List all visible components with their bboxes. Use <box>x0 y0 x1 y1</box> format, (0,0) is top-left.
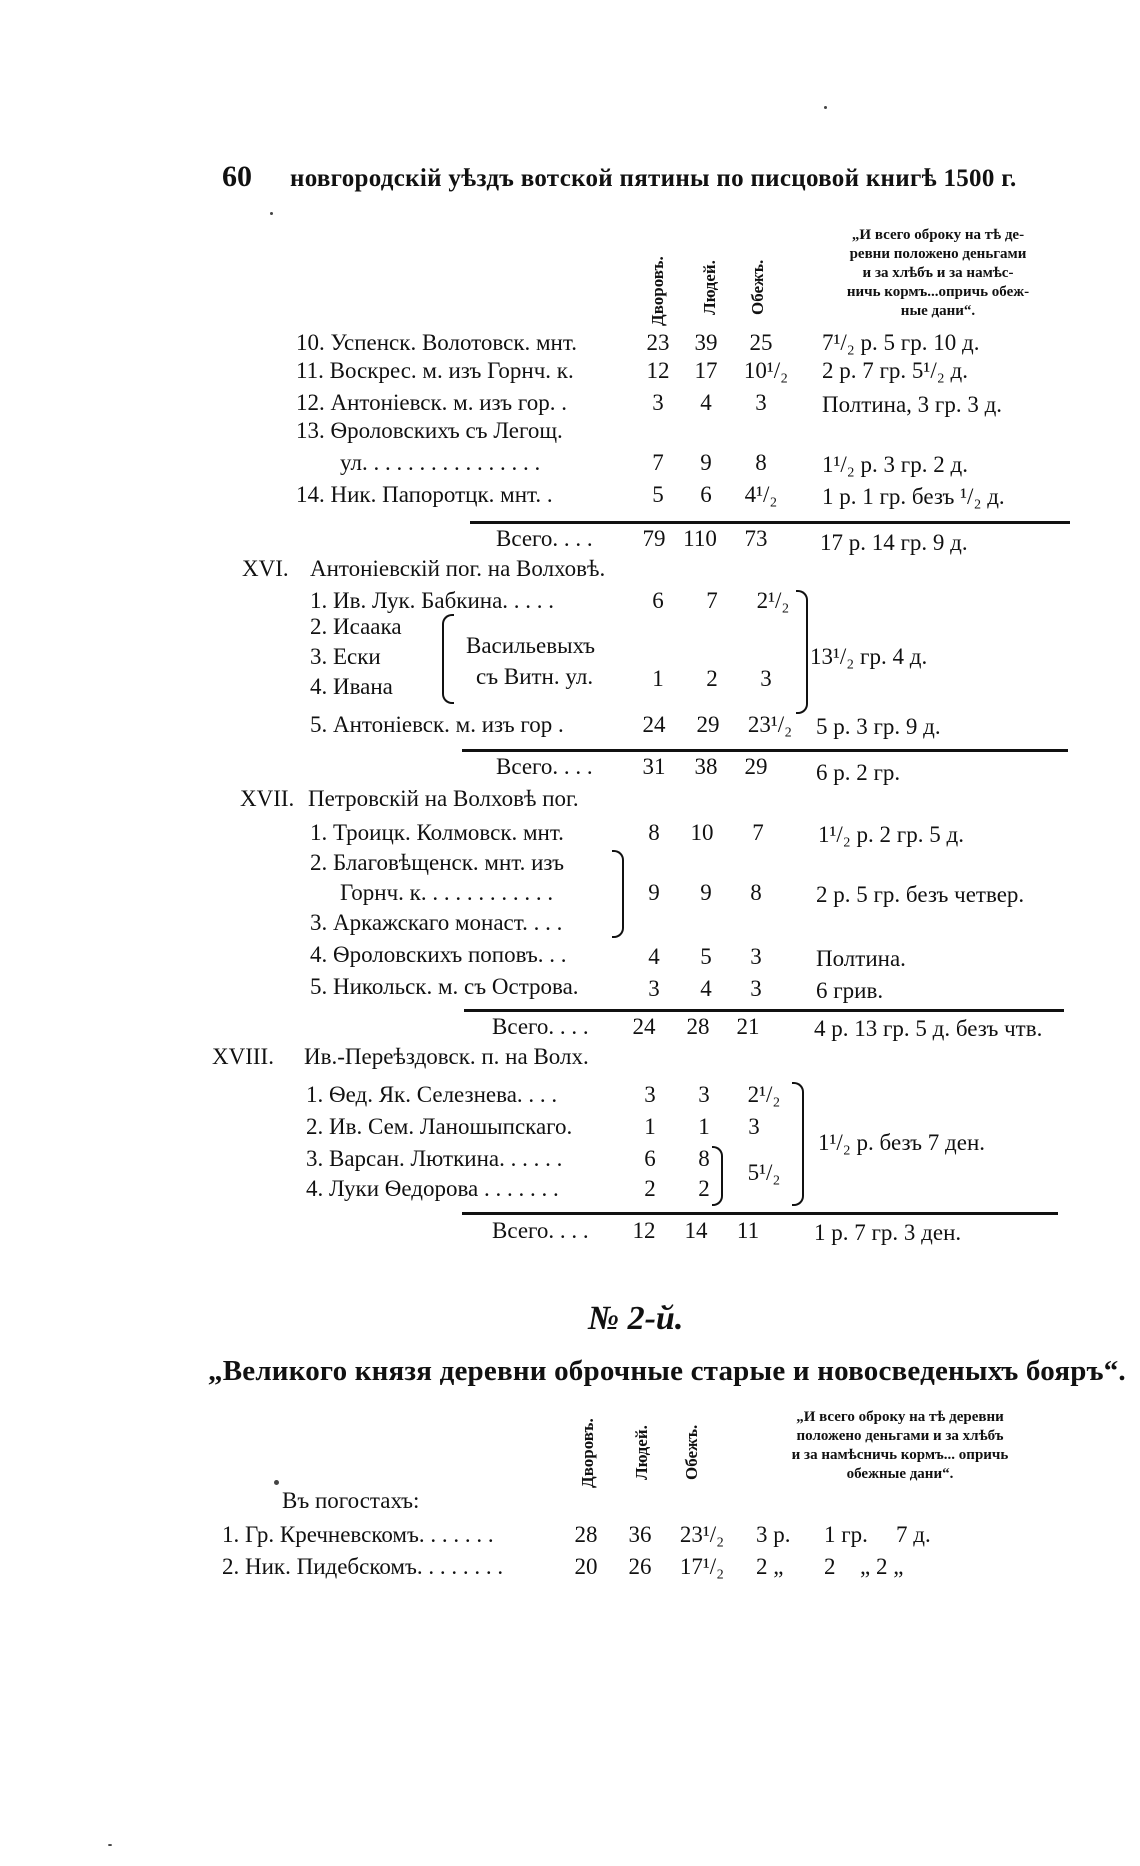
row-label: 5. Никольск. м. съ Острова. <box>310 974 579 999</box>
total-label: Всего. . . . <box>496 754 593 779</box>
total-dvorov: 24 <box>632 1014 656 1039</box>
row-label: 11. Воскрес. м. изъ Горнч. к. <box>296 358 574 383</box>
cell-lyudei: 8 <box>698 1146 710 1171</box>
cell-dvorov: 20 <box>574 1554 598 1579</box>
right-brace <box>612 850 624 938</box>
cell-sum-rub: 2 „ <box>756 1554 784 1579</box>
cell-lyudei: 9 <box>700 880 712 905</box>
row-label: 3. Ески <box>310 644 381 669</box>
brace-sum: 1¹/₂ р. безъ 7 ден. <box>818 1130 985 1155</box>
group-label: съ Витн. ул. <box>476 664 594 689</box>
total-lyudei: 110 <box>683 526 717 551</box>
right-brace <box>796 590 808 714</box>
cell-dvorov: 3 <box>644 1082 656 1107</box>
cell-lyudei: 1 <box>698 1114 710 1139</box>
section-roman: XVIII. <box>212 1044 274 1069</box>
cell-obezh: 4¹/₂ <box>744 482 778 507</box>
cell-dvorov: 5 <box>652 482 664 507</box>
ink-speck <box>274 1480 279 1485</box>
total-lyudei: 14 <box>684 1218 708 1243</box>
total-lyudei: 28 <box>686 1014 710 1039</box>
cell-sum: 2 р. 7 гр. 5¹/₂ д. <box>822 358 968 383</box>
cell-obezh: 25 <box>749 330 773 355</box>
total-rule <box>464 1009 1064 1012</box>
row-label: 4. Ивана <box>310 674 393 699</box>
row-label: 14. Ник. Папоротцк. мнт. . <box>296 482 553 507</box>
cell-lyudei: 6 <box>700 482 712 507</box>
cell-dvorov: 1 <box>644 1114 656 1139</box>
cell-dvorov: 6 <box>652 588 664 613</box>
total-rule <box>462 749 1068 752</box>
row-label: 4. Луки Ѳедорова . . . . . . . <box>306 1176 559 1201</box>
section2-title: „Великого князя деревни оброчные старые и новосведеныхъ бояръ“. <box>208 1355 1126 1387</box>
cell-obezh: 17¹/₂ <box>679 1554 725 1579</box>
col-header-dvorov: Дворовъ. <box>648 256 667 326</box>
running-title: новгородскій уѣздъ вотской пятины по писцовой книгѣ 1500 г. <box>290 165 1017 192</box>
cell-sum: 5 р. 3 гр. 9 д. <box>816 714 941 739</box>
total-sum: 1 р. 7 гр. 3 ден. <box>814 1220 962 1245</box>
section-roman: XVI. <box>242 556 289 581</box>
ink-speck <box>824 106 827 109</box>
cell-dvorov: 24 <box>642 712 666 737</box>
cell-lyudei: 4 <box>700 390 712 415</box>
cell-lyudei: 39 <box>694 330 718 355</box>
col-header-lyudei: Людей. <box>632 1425 651 1480</box>
total-dvorov: 79 <box>642 526 666 551</box>
cell-dvorov: 8 <box>648 820 660 845</box>
cell-lyudei: 36 <box>628 1522 652 1547</box>
cell-lyudei: 10 <box>690 820 714 845</box>
cell-obezh: 2¹/₂ <box>747 1082 781 1107</box>
cell-obezh: 3 <box>750 944 762 969</box>
cell-lyudei: 29 <box>696 712 720 737</box>
total-obezh: 21 <box>736 1014 760 1039</box>
total-sum: 4 р. 13 гр. 5 д. безъ чтв. <box>814 1016 1043 1041</box>
left-brace <box>442 614 454 704</box>
row-label: ул. . . . . . . . . . . . . . . . <box>340 450 541 475</box>
cell-dvorov: 4 <box>648 944 660 969</box>
cell-lyudei: 2 <box>706 666 718 691</box>
col-header-dvorov: Дворовъ. <box>578 1418 597 1488</box>
cell-dvorov: 1 <box>652 666 664 691</box>
right-brace <box>792 1082 804 1206</box>
cell-obezh: 3 <box>755 390 767 415</box>
row-label: 1. Ив. Лук. Бабкина. . . . . <box>310 588 555 613</box>
section2-subhead: Въ погостахъ: <box>282 1488 420 1513</box>
row-label: 1. Троицк. Колмовск. мнт. <box>310 820 564 845</box>
ink-speck <box>270 212 273 215</box>
row-label: 4. Ѳроловскихъ поповъ. . . <box>310 942 567 967</box>
cell-sum: Полтина, 3 гр. 3 д. <box>822 392 1003 417</box>
cell-sum-gr: 1 гр. <box>824 1522 868 1547</box>
cell-lyudei: 26 <box>628 1554 652 1579</box>
page-number: 60 <box>222 160 252 193</box>
table1-note: „И всего оброку на тѣ де- ревни положено деньгами и за хлѣбъ и за намѣс- ничь кормъ...опричь обеж- ные дани“. <box>846 227 1030 319</box>
total-dvorov: 12 <box>632 1218 656 1243</box>
row-label: 2. Благовѣщенск. мнт. изъ <box>310 850 564 875</box>
total-obezh: 29 <box>744 754 768 779</box>
total-lyudei: 38 <box>694 754 718 779</box>
right-brace <box>712 1146 723 1206</box>
col-header-obezh: Обежъ. <box>748 259 767 315</box>
row-label: 13. Ѳроловскихъ съ Легощ. <box>296 418 563 443</box>
cell-obezh: 23¹/₂ <box>679 1522 725 1547</box>
cell-lyudei: 9 <box>700 450 712 475</box>
cell-obezh: 7 <box>752 820 764 845</box>
row-label: 2. Ив. Сем. Ланошыпскаго. <box>306 1114 573 1139</box>
cell-dvorov: 23 <box>646 330 670 355</box>
total-rule <box>470 521 1070 524</box>
cell-dvorov: 28 <box>574 1522 598 1547</box>
cell-lyudei: 17 <box>694 358 718 383</box>
cell-lyudei: 5 <box>700 944 712 969</box>
cell-sum-d: 7 д. <box>896 1522 931 1547</box>
cell-sum-rub: 3 р. <box>756 1522 791 1547</box>
cell-obezh: 5¹/₂ <box>747 1160 781 1185</box>
cell-obezh: 3 <box>760 666 772 691</box>
ink-speck <box>108 1844 112 1846</box>
cell-obezh: 8 <box>750 880 762 905</box>
row-label: 2. Исаака <box>310 614 402 639</box>
cell-lyudei: 7 <box>706 588 718 613</box>
cell-obezh: 3 <box>748 1114 760 1139</box>
cell-obezh: 2¹/₂ <box>756 588 790 613</box>
section-title: Ив.-Переѣздовск. п. на Волх. <box>304 1044 589 1069</box>
row-label: 2. Ник. Пидебскомъ. . . . . . . . <box>222 1554 504 1579</box>
group-label: Васильевыхъ <box>466 633 596 658</box>
total-rule <box>462 1212 1058 1215</box>
cell-sum: 7¹/₂ р. 5 гр. 10 д. <box>822 330 980 355</box>
total-dvorov: 31 <box>642 754 666 779</box>
cell-obezh: 23¹/₂ <box>747 712 793 737</box>
total-sum: 6 р. 2 гр. <box>816 760 901 785</box>
row-label: 12. Антоніевск. м. изъ гор. . <box>296 390 567 415</box>
cell-sum: 1 р. 1 гр. безъ ¹/₂ д. <box>822 484 1005 509</box>
row-label: Горнч. к. . . . . . . . . . . . <box>340 880 554 905</box>
cell-dvorov: 6 <box>644 1146 656 1171</box>
cell-sum: 2 р. 5 гр. безъ четвер. <box>816 882 1025 907</box>
col-header-obezh: Обежъ. <box>682 1424 701 1480</box>
cell-sum: 1¹/₂ р. 3 гр. 2 д. <box>822 452 968 477</box>
cell-lyudei: 2 <box>698 1176 710 1201</box>
cell-obezh: 3 <box>750 976 762 1001</box>
cell-dvorov: 12 <box>646 358 670 383</box>
cell-sum-d: „ 2 „ <box>860 1554 904 1579</box>
col-header-lyudei: Людей. <box>700 260 719 315</box>
cell-lyudei: 4 <box>700 976 712 1001</box>
cell-sum: 1¹/₂ р. 2 гр. 5 д. <box>818 822 964 847</box>
row-label: 3. Аркажскаго монаст. . . . <box>310 910 563 935</box>
cell-dvorov: 9 <box>648 880 660 905</box>
cell-sum-gr: 2 <box>824 1554 836 1579</box>
row-label: 1. Гр. Кречневскомъ. . . . . . . <box>222 1522 494 1547</box>
total-label: Всего. . . . <box>492 1218 589 1243</box>
total-sum: 17 р. 14 гр. 9 д. <box>820 530 968 555</box>
cell-sum: Полтина. <box>816 946 906 971</box>
cell-dvorov: 2 <box>644 1176 656 1201</box>
cell-dvorov: 3 <box>652 390 664 415</box>
row-label: 10. Успенск. Волотовск. мнт. <box>296 330 577 355</box>
row-label: 3. Варсан. Люткина. . . . . . <box>306 1146 563 1171</box>
row-label: 1. Ѳед. Як. Селезнева. . . . <box>306 1082 558 1107</box>
cell-obezh: 8 <box>755 450 767 475</box>
cell-obezh: 10¹/₂ <box>743 358 789 383</box>
section-title: Петровскій на Волховѣ пог. <box>308 786 579 811</box>
cell-sum: 6 грив. <box>816 978 884 1003</box>
section2-note: „И всего оброку на тѣ деревни положено деньгами и за хлѣбъ и за намѣсничь кормъ... опричь обежные дани“. <box>791 1409 1009 1482</box>
total-label: Всего. . . . <box>496 526 593 551</box>
cell-dvorov: 7 <box>652 450 664 475</box>
cell-dvorov: 3 <box>648 976 660 1001</box>
total-label: Всего. . . . <box>492 1014 589 1039</box>
section-roman: XVII. <box>240 786 295 811</box>
total-obezh: 73 <box>744 526 768 551</box>
brace-sum: 13¹/₂ гр. 4 д. <box>810 644 928 669</box>
section2-number: № 2-й. <box>588 1300 684 1337</box>
total-obezh: 11 <box>736 1218 760 1243</box>
cell-lyudei: 3 <box>698 1082 710 1107</box>
row-label: 5. Антоніевск. м. изъ гор . <box>310 712 564 737</box>
section-title: Антоніевскій пог. на Волховѣ. <box>310 556 606 581</box>
